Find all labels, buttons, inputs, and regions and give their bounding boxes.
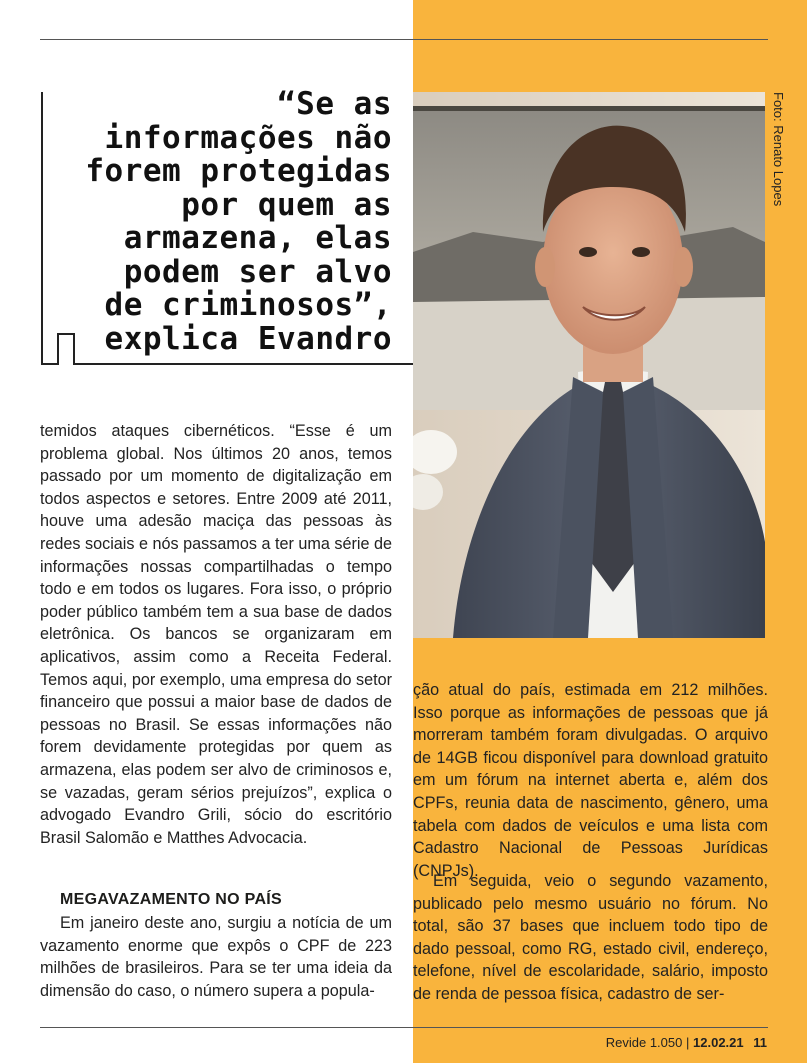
footer-separator: | [686,1035,690,1050]
portrait-photo [413,92,765,638]
pull-quote: “Se as informações não forem protegidas por quem as armazena, elas podem ser alvo de criminosos”, explica Evandro [85,86,392,357]
body-text-right-2: Em seguida, veio o segundo vazamento, publicado pelo mesmo usuário no fórum. No total, são 37 bases que incluem todo tipo de dado pessoal, como RG, estado civil, endereço, telefone, nível de escolaridade, salário, imposto de renda de pessoa física, cadastro de ser- [413,872,768,1003]
issue-date: 12.02.21 [693,1035,744,1050]
magazine-issue: Revide 1.050 [605,1035,683,1050]
bottom-divider [40,1027,768,1028]
body-text-right-1: ção atual do país, estimada em 212 milhões. Isso porque as informações de pessoas que já morreram também foram divulgadas. O arquivo de 14GB ficou disponível para download gratuito em um fórum na internet aberta e, além dos CPFs, reunia data de nascimento, gênero, uma tabela com dados de veículos e uma lista com Cadastro Nacional de Pessoas Jurídicas (CNPJs). [413,681,768,880]
section-heading: MEGAVAZAMENTO NO PAÍS [60,891,283,908]
body-text-left-2: Em janeiro deste ano, surgiu a notícia de um vazamento enorme que expôs o CPF de 223 milhões de brasileiros. Para se ter uma ideia da dimensão do caso, o número supera a popula- [40,914,392,1000]
body-text-left-1: temidos ataques cibernéticos. “Esse é um problema global. Nos últimos 20 anos, temos passado por um momento de digitalização em todos aspectos e setores. Entre 2009 até 2011, houve uma adesão maciça das pessoas às redes sociais e nós passamos a ter uma série de informações nossas compartilhadas o tempo todo e em todos os lugares. Fora isso, o próprio poder público também tem a sua base de dados eletrônica. Os bancos se organizaram em aplicativos, assim como a Receita Federal. Temos aqui, por exemplo, uma empresa do setor financeiro que possui a maior base de dados de pessoas no Brasil. Se essas informações não forem devidamente protegidas por quem as armazena, elas podem ser alvo de criminosos e, se vazadas, geram sérios prejuízos”, explica o advogado Evandro Grili, sócio do escritório Brasil Salomão e Matthes Advocacia. [40,422,392,847]
page-number: 11 [753,1035,767,1050]
page-footer [606,1035,767,1050]
photo-credit: Foto: Renato Lopes [771,92,786,207]
